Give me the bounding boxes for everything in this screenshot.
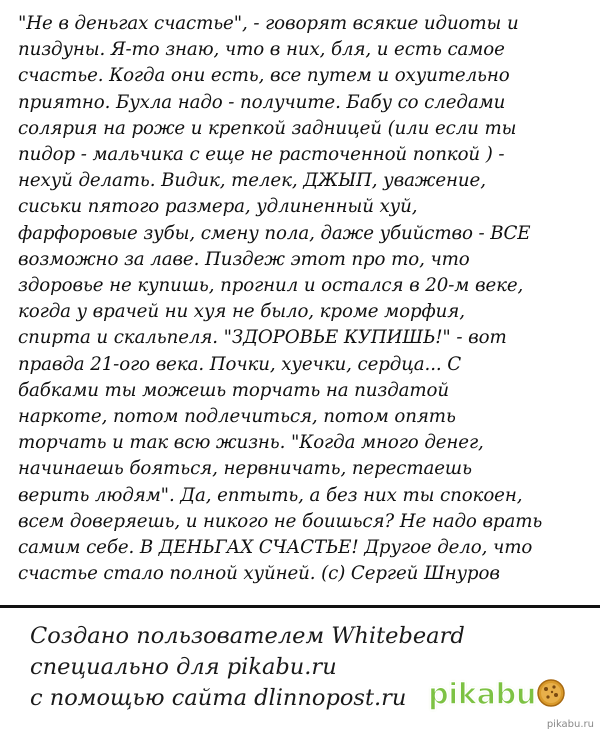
quote-line: счастье стало полной хуйней. (с) Сергей Шнуров [18,563,500,585]
divider [0,605,600,608]
quote-line: возможно за лаве. Пиздеж этот про то, что [18,248,470,270]
quote-line: начинаешь бояться, нервничать, перестаешь [18,458,472,480]
credits [30,621,465,714]
quote-line: нехуй делать. Видик, телек, ДЖЫП, уважение, [18,170,486,192]
quote-line: пиздуны. Я-то знаю, что в них, бля, и есть самое [18,39,505,61]
cookie-icon [536,678,566,708]
quote-line: наркоте, потом подлечиться, потом опять [18,406,456,428]
quote-line: солярия на роже и крепкой задницей (или если ты [18,117,517,139]
quote-line: приятно. Бухла надо - получите. Бабу со следами [18,91,506,113]
quote-line: когда у врачей ни хуя не было, кроме морфия, [18,301,465,323]
quote-line: всем доверяешь, и никого не боишься? Не надо врать [18,510,543,532]
quote-line: сиськи пятого размера, удлиненный хуй, [18,196,418,218]
quote-line: торчать и так всю жизнь. "Когда много денег, [18,432,484,454]
quote-line: счастье. Когда они есть, все путем и охуительно [18,65,510,87]
pikabu-logo-text: pikabu [428,677,536,711]
quote-text [18,11,584,587]
quote-line: здоровье не купишь, прогнил и остался в 20-м веке, [18,275,524,297]
quote-line: правда 21-ого века. Почки, хуечки, сердца... С [18,353,462,375]
quote-line: пидор - мальчика с еще не расточенной попкой ) - [18,144,505,166]
quote-line: спирта и скальпеля. "ЗДОРОВЬЕ КУПИШЬ!" - вот [18,327,507,349]
quote-line: "Не в деньгах счастье", - говорят всякие идиоты и [18,13,519,34]
watermark: pikabu.ru [546,719,594,730]
credit-site: специально для pikabu.ru [30,654,337,680]
credit-author: Создано пользователем Whitebeard [30,623,465,649]
quote-line: верить людям". Да, ептыть, а без них ты спокоен, [18,484,523,506]
quote-line: фарфоровые зубы, смену пола, даже убийство - ВСЕ [18,222,531,244]
credit-generator: с помощью сайта dlinnopost.ru [30,685,407,711]
quote-line: бабками ты можешь торчать на пиздатой [18,379,449,401]
pikabu-logo [428,676,578,716]
quote-line: самим себе. В ДЕНЬГАХ СЧАСТЬЕ! Другое дело, что [18,537,533,559]
